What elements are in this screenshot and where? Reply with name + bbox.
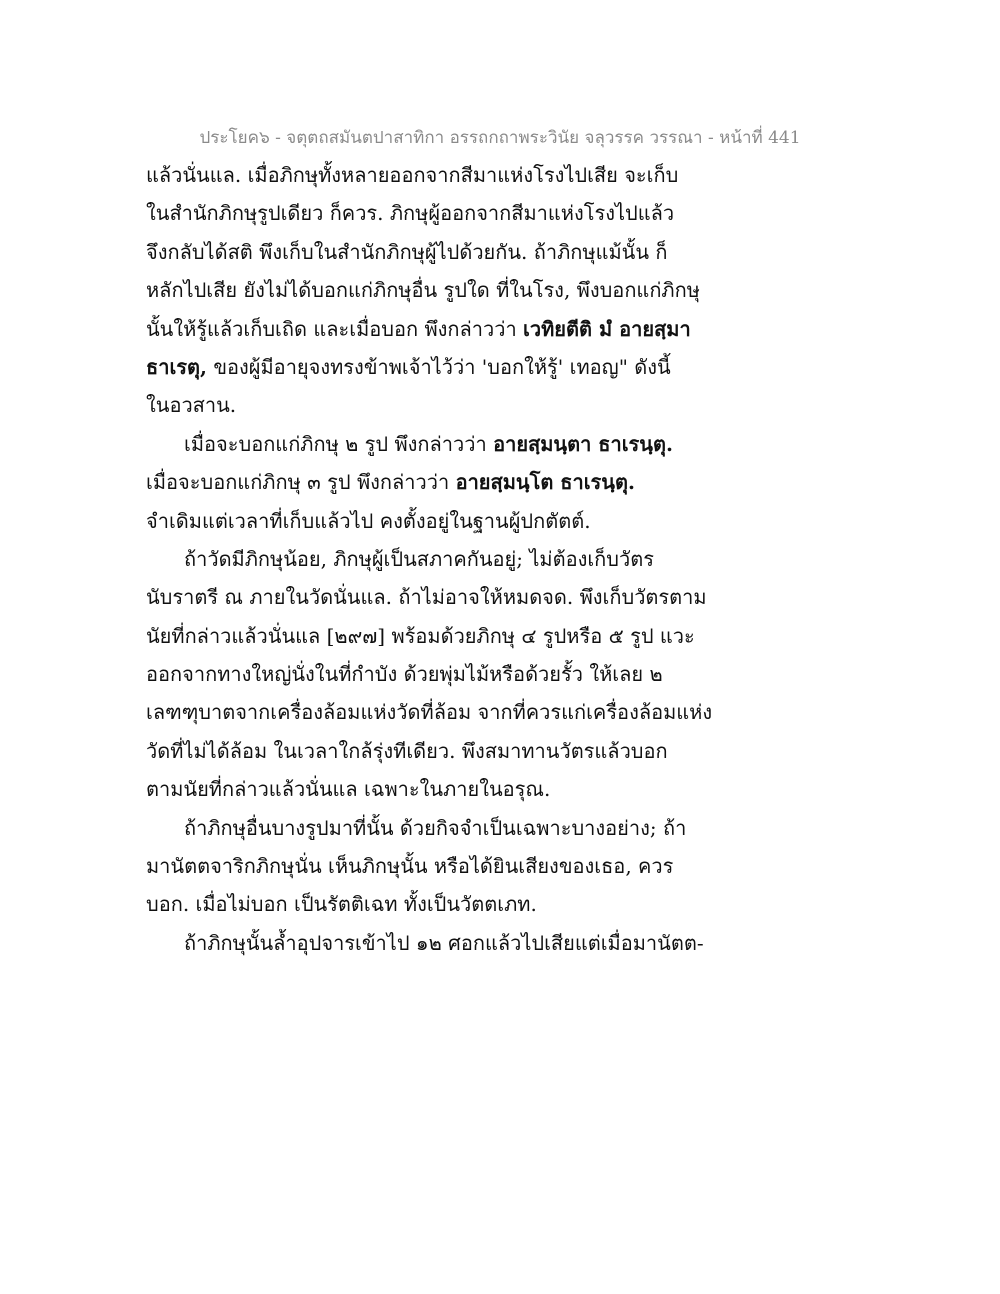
body-text	[146, 156, 746, 962]
pali-phrase: อายสฺมนฺตา ธาเรนฺตุ.	[493, 431, 673, 456]
text-line-9: เมื่อจะบอกแก่ภิกษุ ๓ รูป พึงกล่าวว่า อายสฺมนฺโต ธาเรนฺตุ.	[146, 470, 635, 495]
text-line-17: ตามนัยที่กล่าวแล้วนั่นแล เฉพาะในภายในอรุณ.	[146, 777, 551, 802]
text-line-5: นั้นให้รู้แล้วเก็บเถิด และเมื่อบอก พึงกล่าวว่า เวทิยตีติ มํ อายสฺมา	[146, 316, 691, 341]
text-line-3: จึงกลับได้สติ พึงเก็บในสำนักภิกษุผู้ไปด้วยกัน. ถ้าภิกษุแม้นั้น ก็	[146, 239, 668, 264]
running-header: ประโยค๖ - จตุตถสมันตปาสาทิกา อรรถกถาพระวินัย จลุวรรค วรรณา - หน้าที่ 441	[199, 128, 801, 148]
pali-phrase: อายสฺมนฺโต ธาเรนฺตุ.	[455, 470, 635, 495]
text-line-11: ถ้าวัดมีภิกษุน้อย, ภิกษุผู้เป็นสภาคกันอยู่; ไม่ต้องเก็บวัตร	[184, 546, 654, 571]
text-line-2: ในสำนักภิกษุรูปเดียว ก็ควร. ภิกษุผู้ออกจากสีมาแห่งโรงไปแล้ว	[146, 201, 675, 226]
text-line-19: มานัตตจาริกภิกษุนั่น เห็นภิกษุนั้น หรือได้ยินเสียงของเธอ, ควร	[146, 854, 674, 879]
text-line-7: ในอวสาน.	[146, 393, 237, 418]
pali-phrase: เวทิยตีติ มํ อายสฺมา	[523, 316, 691, 341]
text-line-8: เมื่อจะบอกแก่ภิกษุ ๒ รูป พึงกล่าวว่า อายสฺมนฺตา ธาเรนฺตุ.	[184, 431, 673, 456]
text-line-12: นับราตรี ณ ภายในวัดนั่นแล. ถ้าไม่อาจให้หมดจด. พึงเก็บวัตรตาม	[146, 585, 707, 610]
text-line-16: วัดที่ไม่ได้ล้อม ในเวลาใกล้รุ่งทีเดียว. พึงสมาทานวัตรแล้วบอก	[146, 738, 668, 763]
text-line-1: แล้วนั่นแล. เมื่อภิกษุทั้งหลายออกจากสีมาแห่งโรงไปเสีย จะเก็บ	[146, 163, 679, 187]
text-line-21: ถ้าภิกษุนั้นล้ำอุปจารเข้าไป ๑๒ ศอกแล้วไปเสียแต่เมื่อมานัตต-	[184, 930, 704, 955]
text-line-18: ถ้าภิกษุอื่นบางรูปมาที่นั้น ด้วยกิจจำเป็นเฉพาะบางอย่าง; ถ้า	[184, 815, 687, 840]
text-line-6: ธาเรตุ, ของผู้มีอายุจงทรงข้าพเจ้าไว้ว่า 'บอกให้รู้' เทอญ" ดังนี้	[146, 354, 671, 379]
text-line-15: เลฑฑุบาตจากเครื่องล้อมแห่งวัดที่ล้อม จากที่ควรแก่เครื่องล้อมแห่ง	[146, 700, 713, 725]
text-line-14: ออกจากทางใหญ่นั่งในที่กำบัง ด้วยพุ่มไม้หรือด้วยรั้ว ให้เลย ๒	[146, 662, 663, 687]
text-line-4: หลักไปเสีย ยังไม่ได้บอกแก่ภิกษุอื่น รูปใด ที่ในโรง, พึงบอกแก่ภิกษุ	[146, 278, 700, 303]
text-line-13: นัยที่กล่าวแล้วนั่นแล [๒๙๗] พร้อมด้วยภิกษุ ๔ รูปหรือ ๕ รูป แวะ	[146, 623, 695, 648]
pali-phrase: ธาเรตุ,	[146, 354, 207, 379]
text-line-20: บอก. เมื่อไม่บอก เป็นรัตติเฉท ทั้งเป็นวัตตเภท.	[146, 892, 537, 917]
text-line-10: จำเดิมแต่เวลาที่เก็บแล้วไป คงตั้งอยู่ในฐานผู้ปกตัตต์.	[146, 508, 591, 533]
